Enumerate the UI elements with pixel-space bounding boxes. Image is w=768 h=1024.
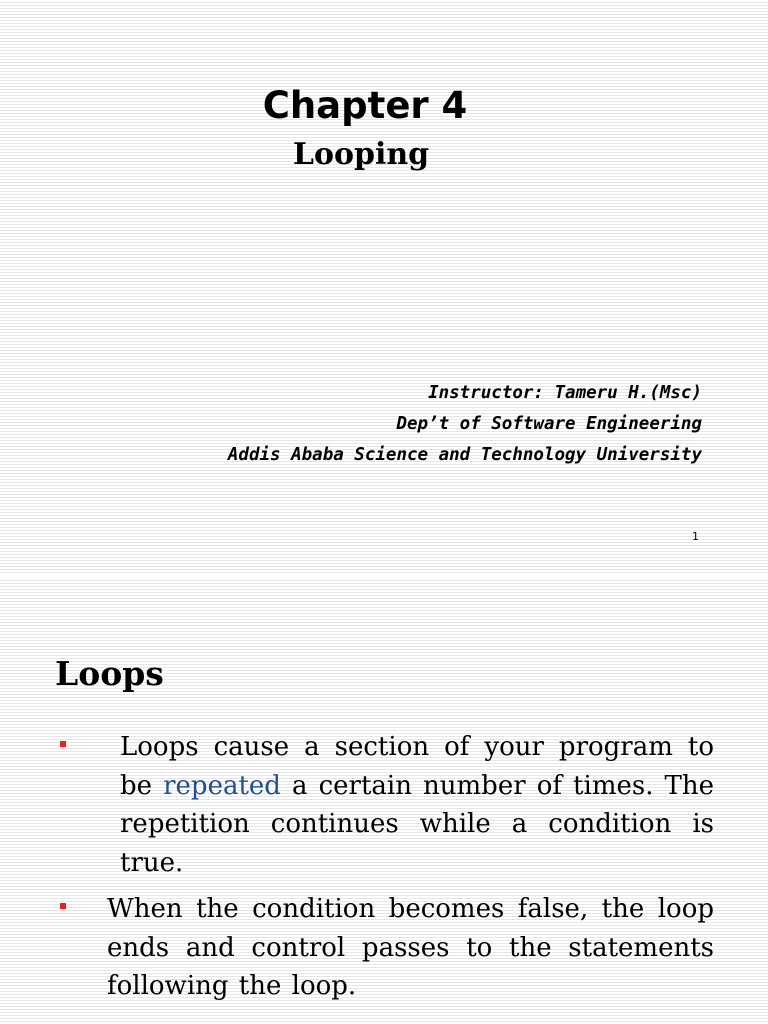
bullet-text bbox=[87, 728, 714, 882]
square-bullet-icon bbox=[60, 741, 66, 747]
university-line: Addis Ababa Science and Technology University bbox=[227, 445, 702, 465]
list-item bbox=[56, 890, 714, 1006]
square-bullet-icon bbox=[60, 903, 66, 909]
chapter-subtitle: Looping bbox=[292, 137, 430, 172]
list-item bbox=[56, 728, 714, 882]
department-line: Dep’t of Software Engineering bbox=[396, 414, 702, 434]
highlighted-word: repeated bbox=[163, 770, 281, 801]
instructor-line: Instructor: Tameru H.(Msc) bbox=[428, 383, 702, 403]
page-number: 1 bbox=[692, 530, 699, 543]
bullet-list bbox=[56, 728, 714, 1014]
bullet-text-before: Loops cause a section of your program to be bbox=[120, 732, 714, 801]
chapter-title: Chapter 4 bbox=[262, 84, 468, 127]
slide-loops bbox=[0, 578, 768, 1024]
bullet-text-after: a certain number of times. The repetition continues while a condition is true. bbox=[120, 770, 715, 878]
bullet-text: When the condition becomes false, the loop ends and control passes to the statements following the loop. bbox=[107, 894, 714, 1001]
credits-block bbox=[228, 378, 702, 471]
slide-heading: Loops bbox=[55, 654, 164, 693]
